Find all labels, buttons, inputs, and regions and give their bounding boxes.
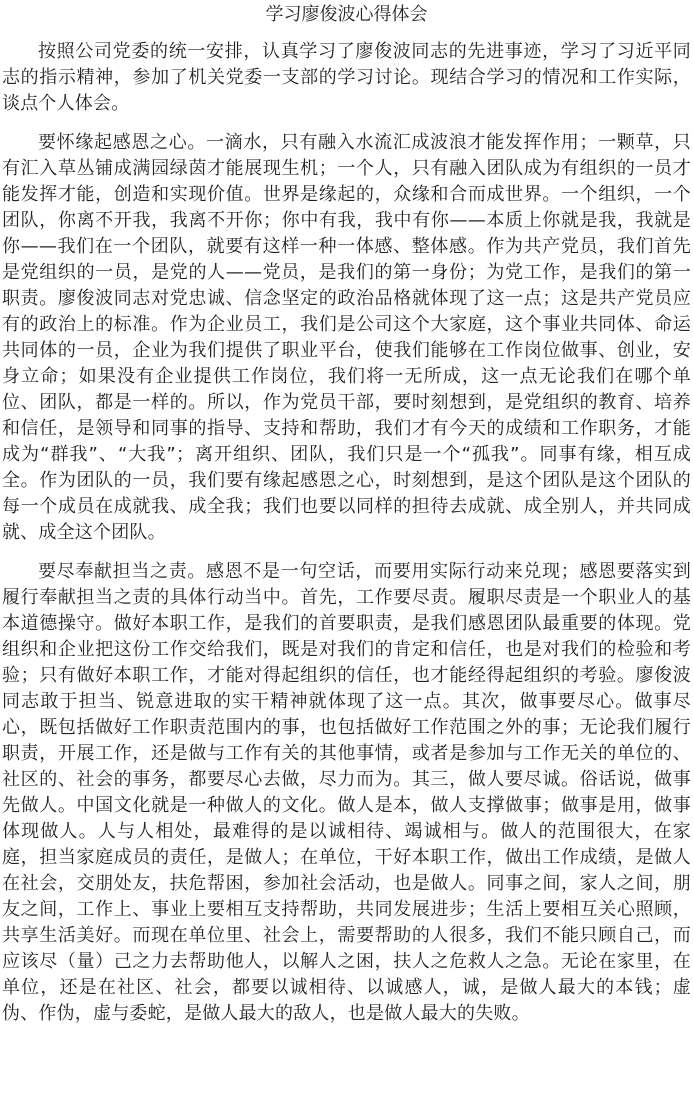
document-title: 学习廖俊波心得体会 bbox=[265, 4, 428, 25]
responsibility-paragraph: 要尽奉献担当之责。感恩不是一句空话，而要用实际行动来兑现；感恩要落实到履行奉献担当之责的具体行动当中。首先，工作要尽责。履职尽责是一个职业人的基本道德操守。做好本职工作，是我们的首要职责，是我们感恩团队最重要的体现。党组织和企业把这份工作交给我们，既是对我们的肯定和信任，也是对我们的检验和考验；只有做好本职工作，才能对得起组织的信任，也才能经得起组织的考验。廖俊波同志敢于担当、锐意进取的实干精神就体现了这一点。其次，做事要尽心。做事尽心，既包括做好工作职责范围内的事，也包括做好工作范围之外的事；无论我们履行职责，开展工作，还是做与工作有关的其他事情，或者是参加与工作无关的单位的、社区的、社会的事务，都要尽心去做，尽力而为。其三，做人要尽诚。俗话说，做事先做人。中国文化就是一种做人的文化。做人是本，做人支撑做事；做事是用，做事体现做人。人与人相处，最难得的是以诚相待、竭诚相与。做人的范围很大，在家庭，担当家庭成员的责任，是做人；在单位，干好本职工作，做出工作成绩，是做人在社会，交朋处友，扶危帮困，参加社会活动，也是做人。同事之间，家人之间，朋友之间，工作上、事业上要相互支持帮助，共同发展进步；生活上要相互关心照顾，共享生活美好。而现在单位里、社会上，需要帮助的人很多，我们不能只顾自己，而应该尽（量）己之力去帮助他人，以解人之困，扶人之危救人之急。无论在家里，在单位，还是在社区、社会，都要以诚相待、以诚感人，诚，是做人最大的本钱；虚伪、作伪，虚与委蛇，是做人最大的敌人，也是做人最大的失败。 bbox=[2, 561, 691, 1024]
document-body bbox=[2, 39, 691, 1027]
gratitude-paragraph: 要怀缘起感恩之心。一滴水，只有融入水流汇成波浪才能发挥作用；一颗草，只有汇入草丛铺成满园绿茵才能展现生机；一个人，只有融入团队成为有组织的一员才能发挥才能，创造和实现价值。世界是缘起的，众缘和合而成世界。一个组织，一个团队，你离不开我，我离不开你；你中有我，我中有你——本质上你就是我，我就是你——我们在一个团队，就要有这样一种一体感、整体感。作为共产党员，我们首先是党组织的一员，是党的人——党员，是我们的第一身份；为党工作，是我们的第一职责。廖俊波同志对党忠诚、信念坚定的政治品格就体现了这一点；这是共产党员应有的政治上的标准。作为企业员工，我们是公司这个大家庭，这个事业共同体、命运共同体的一员，企业为我们提供了职业平台，使我们能够在工作岗位做事、创业，安身立命；如果没有企业提供工作岗位，我们将一无所成，这一点无论我们在哪个单位、团队，都是一样的。所以，作为党员干部，要时刻想到，是党组织的教育、培养和信任，是领导和同事的指导、支持和帮助，我们才有今天的成绩和工作职务，才能成为“群我”、“大我”；离开组织、团队，我们只是一个“孤我”。同事有缘，相互成全。作为团队的一员，我们要有缘起感恩之心，时刻想到，是这个团队是这个团队的每一个成员在成就我、成全我；我们也要以同样的担待去成就、成全别人，并共同成就、成全这个团队。 bbox=[2, 132, 691, 543]
intro-paragraph: 按照公司党委的统一安排，认真学习了廖俊波同志的先进事迹，学习了习近平同志的指示精神，参加了机关党委一支部的学习讨论。现结合学习的情况和工作实际，谈点个人体会。 bbox=[2, 41, 691, 114]
